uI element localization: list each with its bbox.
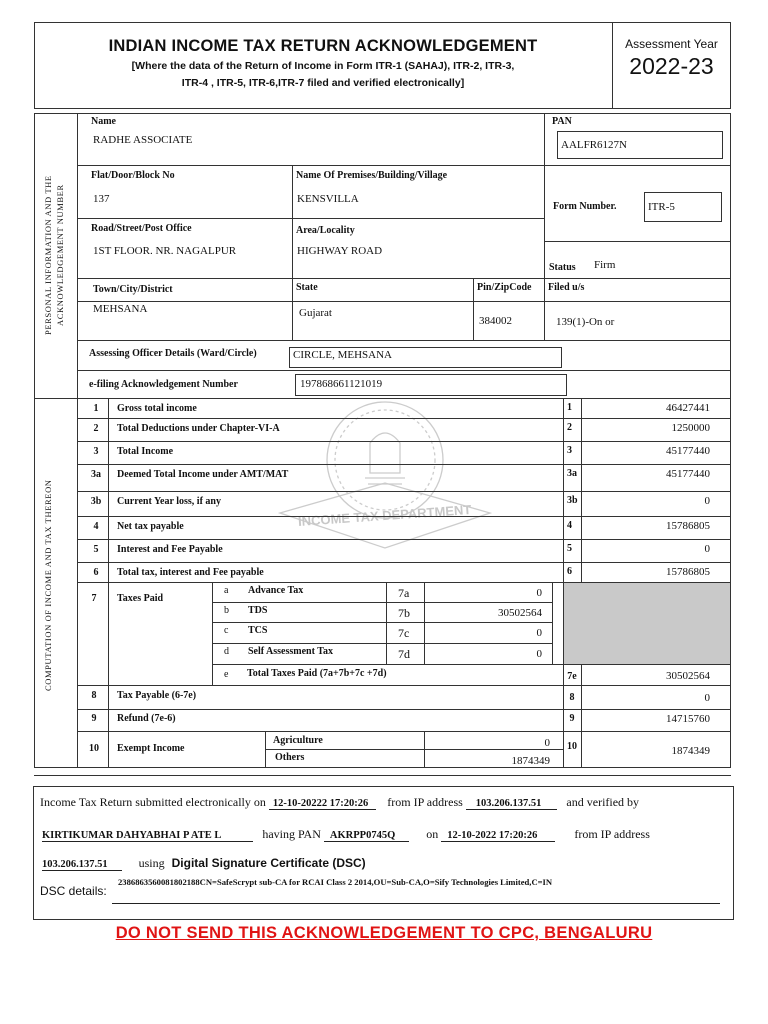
filed-label: Filed u/s: [548, 282, 585, 293]
row-8-code: 8: [569, 692, 575, 703]
total-taxes-value: 30502564: [666, 670, 710, 682]
row-3b-value: 0: [704, 495, 710, 507]
tax-item-7d-label: Self Assessment Tax: [248, 646, 334, 657]
road-label: Road/Street/Post Office: [91, 223, 192, 234]
state-value: Gujarat: [299, 307, 332, 319]
area-label: Area/Locality: [296, 225, 355, 236]
from-ip-text-2: from IP address: [574, 827, 650, 841]
premises-value: KENSVILLA: [297, 193, 359, 205]
computation-section-label: COMPUTATION OF INCOME AND TAX THEREON: [43, 479, 53, 691]
row-1-value: 46427441: [666, 402, 710, 414]
row-3a-value: 45177440: [666, 468, 710, 480]
row-10-value: 1874349: [671, 745, 710, 757]
using-text: using: [138, 856, 165, 870]
tax-item-7d-code: 7d: [398, 647, 410, 661]
town-value: MEHSANA: [93, 303, 148, 315]
town-label: Town/City/District: [93, 284, 173, 295]
row-8-label: Tax Payable (6-7e): [117, 690, 197, 701]
tax-item-7b-code: 7b: [398, 606, 410, 620]
pan-value: AALFR6127N: [561, 139, 628, 151]
row-9-number: 9: [91, 713, 97, 724]
status-value: Firm: [594, 259, 616, 271]
verify-date: 12-10-2022 17:20:26: [441, 830, 555, 842]
row-6-label: Total tax, interest and Fee payable: [117, 567, 264, 578]
row-3-number: 3: [93, 446, 99, 457]
agriculture-label: Agriculture: [273, 735, 323, 746]
tax-item-7d-letter: d: [224, 646, 229, 657]
row-3b-label: Current Year loss, if any: [117, 496, 221, 507]
row-6-number: 6: [93, 567, 99, 578]
tax-item-7a-value: 0: [536, 587, 542, 599]
dsc-details: 2386863560081802188CN=SafeScrypt sub-CA for RCAI Class 2 2014,OU=Sub-CA,O=Sify Technologies Limited,C=IN: [118, 877, 553, 887]
row-9-code: 9: [569, 713, 575, 724]
row-5-code: 5: [567, 543, 572, 554]
row-10-number: 10: [89, 743, 99, 754]
tax-item-7b-label: TDS: [248, 605, 268, 616]
row-3-value: 45177440: [666, 445, 710, 457]
row-3b-number: 3b: [90, 496, 102, 507]
tax-item-7d-value: 0: [536, 648, 542, 660]
assessment-year-label: Assessment Year: [625, 37, 718, 51]
submit-date: 12-10-20222 17:20:26: [269, 798, 376, 810]
name-label: Name: [91, 116, 116, 127]
tax-item-7b-letter: b: [224, 605, 229, 616]
verification-method: Digital Signature Certificate (DSC): [171, 856, 366, 870]
row-7-number: 7: [91, 593, 97, 604]
flat-value: 137: [93, 193, 110, 205]
row-3b-code: 3b: [567, 495, 578, 506]
row-2-code: 2: [567, 422, 572, 433]
tax-item-7b-value: 30502564: [498, 607, 542, 619]
verifier-pan: AKRPP0745Q: [324, 830, 409, 842]
cpc-warning: DO NOT SEND THIS ACKNOWLEDGEMENT TO CPC, BENGALURU: [115, 924, 653, 942]
page-title: INDIAN INCOME TAX RETURN ACKNOWLEDGEMENT: [108, 37, 538, 55]
verification-line-1: [40, 795, 639, 810]
shaded-7-block: [564, 583, 730, 664]
row-4-number: 4: [93, 521, 99, 532]
total-taxes-letter: e: [224, 669, 229, 680]
verification-line-2: [42, 827, 650, 842]
income-tax-emblem-watermark: [270, 398, 500, 558]
row-3a-code: 3a: [567, 468, 577, 479]
form-scope-line-1: [Where the data of the Return of Income in Form ITR-1 (SAHAJ), ITR-2, ITR-3,: [131, 60, 515, 72]
others-value: 1874349: [511, 755, 550, 767]
premises-label: Name Of Premises/Building/Village: [296, 170, 448, 181]
tax-item-7a-code: 7a: [398, 586, 410, 600]
pan-label: PAN: [552, 116, 572, 127]
flat-label: Flat/Door/Block No: [91, 170, 175, 181]
assessing-officer-value: CIRCLE, MEHSANA: [293, 349, 393, 361]
row-1-code: 1: [567, 402, 572, 413]
row-4-value: 15786805: [666, 520, 710, 532]
row-2-value: 1250000: [671, 422, 710, 434]
tax-item-7c-code: 7c: [398, 626, 410, 640]
on-text: on: [426, 827, 439, 841]
area-value: HIGHWAY ROAD: [297, 245, 383, 257]
road-value: 1ST FLOOR. NR. NAGALPUR: [93, 245, 237, 257]
row-2-label: Total Deductions under Chapter-VI-A: [117, 423, 280, 434]
row-5-value: 0: [704, 543, 710, 555]
pin-label: Pin/ZipCode: [477, 282, 532, 293]
agriculture-value: 0: [544, 737, 550, 749]
row-10-label: Exempt Income: [117, 743, 185, 754]
verification-line-3: [42, 856, 366, 871]
row-1-number: 1: [93, 403, 99, 414]
tax-item-7c-letter: c: [224, 625, 229, 636]
row-8-number: 8: [91, 690, 97, 701]
ip-address-1: 103.206.137.51: [466, 798, 558, 810]
row-3-label: Total Income: [117, 446, 174, 457]
having-pan-text: having PAN: [262, 827, 321, 841]
ack-number-label: e-filing Acknowledgement Number: [89, 379, 238, 390]
assessee-name: RADHE ASSOCIATE: [93, 134, 193, 146]
others-label: Others: [275, 752, 305, 763]
ack-number-value: 197868661121019: [300, 378, 383, 390]
tax-item-7a-label: Advance Tax: [248, 585, 304, 596]
ip-address-2: 103.206.137.51: [42, 859, 122, 871]
tax-item-7c-label: TCS: [248, 625, 268, 636]
filed-value: 139(1)-On or: [556, 316, 615, 328]
row-4-label: Net tax payable: [117, 521, 184, 532]
row-3-code: 3: [567, 445, 572, 456]
form-scope-line-2: ITR-4 , ITR-5, ITR-6,ITR-7 filed and verified electronically]: [181, 77, 465, 89]
dsc-label: DSC details:: [40, 884, 107, 898]
row-10-code: 10: [567, 741, 577, 752]
taxes-paid-label: Taxes Paid: [117, 593, 164, 604]
row-3a-label: Deemed Total Income under AMT/MAT: [117, 469, 289, 480]
row-6-code: 6: [567, 566, 572, 577]
total-taxes-code: 7e: [567, 671, 577, 682]
row-9-value: 14715760: [666, 713, 710, 725]
row-5-label: Interest and Fee Payable: [117, 544, 223, 555]
tax-item-7a-letter: a: [224, 585, 229, 596]
total-taxes-label: Total Taxes Paid (7a+7b+7c +7d): [247, 668, 387, 679]
watermark-text: INCOME TAX DEPARTMENT: [297, 501, 472, 530]
pin-value: 384002: [479, 315, 512, 327]
verified-by-text: and verified by: [566, 795, 640, 809]
personal-section-label: PERSONAL INFORMATION AND THE ACKNOWLEDGEMENT NUMBER: [43, 175, 65, 335]
row-5-number: 5: [93, 544, 99, 555]
assessing-officer-label: Assessing Officer Details (Ward/Circle): [89, 348, 257, 359]
state-label: State: [296, 282, 318, 293]
row-2-number: 2: [93, 423, 99, 434]
from-ip-text-1: from IP address: [387, 795, 463, 809]
status-label: Status: [549, 262, 576, 273]
row-1-label: Gross total income: [117, 403, 197, 414]
row-6-value: 15786805: [666, 566, 710, 578]
form-number-label: Form Number.: [553, 201, 617, 212]
tax-item-7c-value: 0: [536, 627, 542, 639]
row-8-value: 0: [704, 692, 710, 704]
row-4-code: 4: [567, 520, 572, 531]
row-3a-number: 3a: [91, 469, 101, 480]
submitted-text: Income Tax Return submitted electronically on: [40, 795, 266, 809]
form-number-value: ITR-5: [648, 201, 675, 213]
row-9-label: Refund (7e-6): [117, 713, 176, 724]
verifier-name: KIRTIKUMAR DAHYABHAI P ATE L: [42, 830, 253, 842]
assessment-year: 2022-23: [629, 53, 714, 79]
